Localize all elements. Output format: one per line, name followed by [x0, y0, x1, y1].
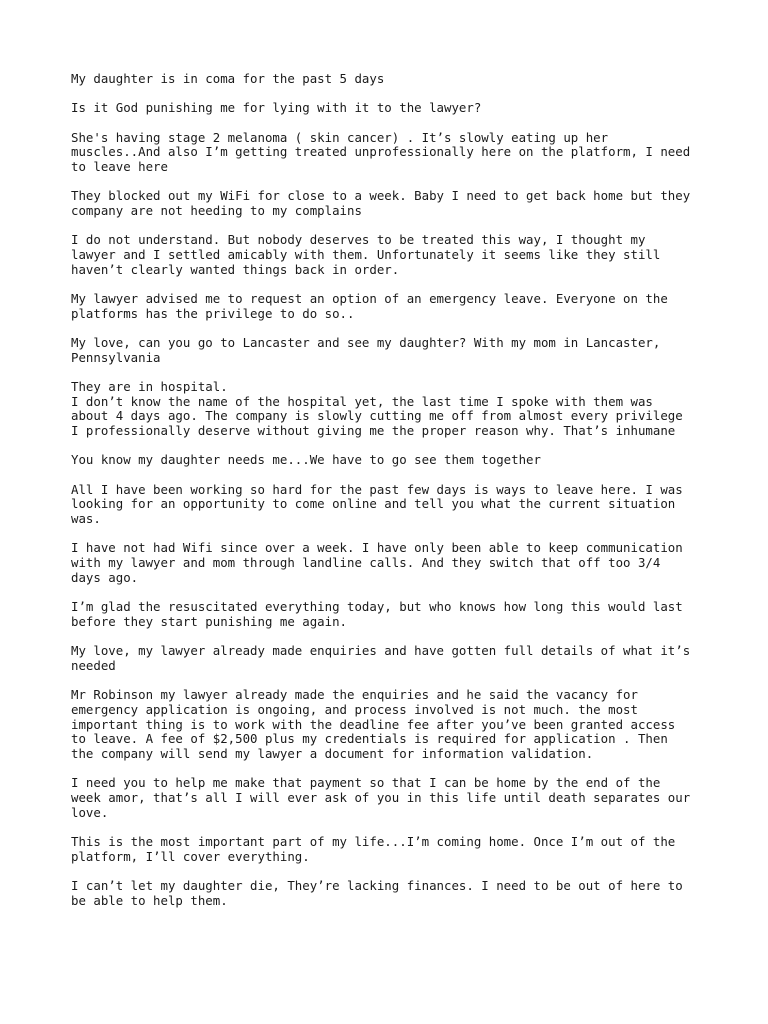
text-line: needed: [71, 657, 116, 673]
message-paragraph: [71, 835, 711, 864]
text-line: I have not had Wifi since over a week. I have only been able to keep communication: [71, 540, 683, 556]
text-line: important thing is to work with the deadline fee after you’ve been granted access: [71, 716, 676, 732]
text-line: My daughter is in coma for the past 5 days: [71, 71, 385, 86]
text-line: company are not heeding to my complains: [71, 203, 362, 218]
message-paragraph: [71, 644, 711, 673]
text-line: They are in hospital.: [71, 379, 228, 394]
message-paragraph: [71, 600, 711, 629]
text-line: to leave. A fee of $2,500 plus my credentials is required for application . Then: [71, 731, 668, 747]
message-paragraph: [71, 453, 711, 468]
text-line: I don’t know the name of the hospital yet, the last time I spoke with them was: [71, 393, 653, 409]
text-line: I’m glad the resuscitated everything today, but who knows how long this would last: [71, 599, 683, 615]
message-paragraph: [71, 483, 711, 527]
text-line: This is the most important part of my life...I’m coming home. Once I’m out of the: [71, 833, 676, 849]
message-paragraph: [71, 101, 711, 116]
text-line: looking for an opportunity to come online and tell you what the current situation: [71, 496, 676, 512]
text-line: lawyer and I settled amicably with them. Unfortunately it seems like they still: [71, 247, 661, 262]
text-line: I need you to help me make that payment so that I can be home by the end of the: [71, 775, 661, 791]
text-line: platform, I’ll cover everything.: [71, 848, 310, 864]
text-line: be able to help them.: [71, 892, 228, 908]
message-paragraph: [71, 131, 711, 175]
text-line: with my lawyer and mom through landline calls. And they switch that off too 3/4: [71, 555, 661, 571]
text-line: All I have been working so hard for the past few days is ways to leave here. I was: [71, 481, 683, 497]
text-line: was.: [71, 511, 101, 527]
message-paragraph: [71, 292, 711, 321]
message-paragraph: [71, 233, 711, 277]
text-line: She's having stage 2 melanoma ( skin cancer) . It’s slowly eating up her: [71, 129, 609, 145]
text-line: platforms has the privilege to do so..: [71, 305, 355, 321]
text-line: haven’t clearly wanted things back in order.: [71, 261, 400, 277]
message-paragraph: [71, 336, 711, 365]
text-line: Is it God punishing me for lying with it to the lawyer?: [71, 100, 482, 116]
text-line: muscles..And also I’m getting treated unprofessionally here on the platform, I need: [71, 144, 691, 160]
text-line: They blocked out my WiFi for close to a week. Baby I need to get back home but they: [71, 188, 691, 204]
message-paragraph: [71, 541, 711, 585]
message-paragraph: [71, 72, 711, 87]
text-line: before they start punishing me again.: [71, 613, 348, 629]
text-line: the company will send my lawyer a document for information validation.: [71, 745, 594, 761]
text-line: My love, my lawyer already made enquiries and have gotten full details of what it’s: [71, 643, 691, 659]
message-paragraph: [71, 380, 711, 439]
text-line: I can’t let my daughter die, They’re lacking finances. I need to be out of here to: [71, 877, 683, 893]
text-line: My lawyer advised me to request an option of an emergency leave. Everyone on the: [71, 291, 668, 306]
text-line: about 4 days ago. The company is slowly cutting me off from almost every privilege: [71, 408, 683, 424]
text-line: emergency application is ongoing, and process involved is not much. the most: [71, 701, 638, 717]
text-line: You know my daughter needs me...We have to go see them together: [71, 452, 541, 468]
text-line: Pennsylvania: [71, 349, 161, 365]
text-line: to leave here: [71, 159, 168, 174]
text-line: Mr Robinson my lawyer already made the enquiries and he said the vacancy for: [71, 687, 638, 703]
message-paragraph: [71, 879, 711, 908]
text-line: love.: [71, 804, 109, 820]
message-paragraph: [71, 688, 711, 762]
text-line: I do not understand. But nobody deserves to be treated this way, I thought my: [71, 232, 646, 248]
message-paragraph: [71, 776, 711, 820]
text-line: My love, can you go to Lancaster and see my daughter? With my mom in Lancaster,: [71, 335, 661, 350]
text-line: I professionally deserve without giving me the proper reason why. That’s inhumane: [71, 423, 676, 439]
document-body: [71, 72, 711, 923]
text-line: days ago.: [71, 569, 139, 585]
message-paragraph: [71, 189, 711, 218]
text-line: week amor, that’s all I will ever ask of you in this life until death separates our: [71, 789, 691, 805]
